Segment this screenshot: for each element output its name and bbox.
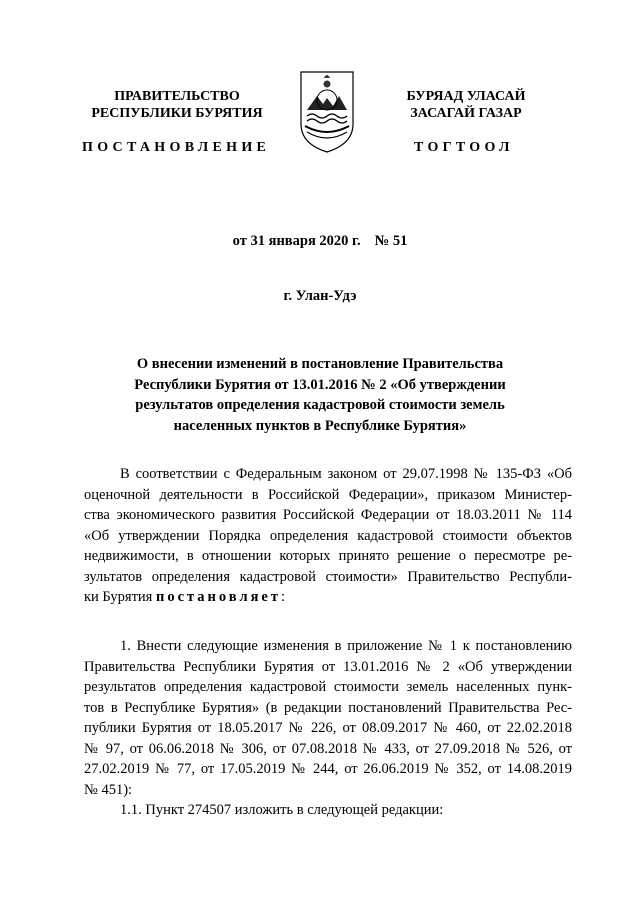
clause-1-paragraph	[84, 636, 572, 821]
text-line: результатов определения кадастровой стоимости земель населенных пунк-	[84, 679, 572, 695]
issuer-name-bua	[376, 88, 556, 122]
issuer-line: ПРАВИТЕЛЬСТВО	[114, 89, 240, 104]
issuer-line: РЕСПУБЛИКИ БУРЯТИЯ	[91, 106, 263, 121]
text-line	[84, 587, 572, 608]
document-number: № 51	[374, 233, 408, 249]
text-line: оценочной деятельности в Российской Федерации», приказом Министер-	[84, 486, 572, 503]
text-line: 27.02.2019 № 77, от 17.05.2019 № 244, от 26.06.2019 № 352, от 14.08.2019	[84, 761, 572, 777]
text-line: ства экономического развития Российской Федерации от 18.03.2011 № 114	[84, 507, 572, 523]
document-title	[60, 354, 580, 436]
document-city: г. Улан-Удэ	[283, 288, 357, 304]
text-line: зультатов определения кадастровой стоимости» Правительство Республи-	[84, 568, 572, 585]
text-line: 1. Внести следующие изменения в приложение № 1 к постановлению	[120, 638, 572, 654]
title-line: Республики Бурятия от 13.01.2016 № 2 «Об утверждении	[134, 376, 506, 393]
text-line: «Об утверждении Порядка определения кадастровой стоимости объектов	[84, 527, 572, 544]
text-fragment: :	[280, 589, 286, 605]
preamble-paragraph	[84, 464, 572, 608]
doc-type-ru: ПОСТАНОВЛЕНИЕ	[82, 140, 271, 155]
date-number-line	[0, 233, 640, 250]
text-line: № 451):	[84, 781, 133, 798]
title-line: О внесении изменений в постановление Правительства	[136, 356, 504, 372]
issuer-line: БУРЯАД УЛАСАЙ	[406, 89, 526, 104]
republic-of-buryatia-coat-of-arms-icon	[297, 66, 357, 154]
text-line: № 97, от 06.06.2018 № 306, от 07.08.2018 № 433, от 27.09.2018 № 526, от	[84, 740, 572, 757]
document-date: от 31 января 2020 г.	[232, 233, 361, 249]
text-fragment: ки Бурятия	[84, 589, 156, 605]
text-line: недвижимости, в отношении которых принято решение о пересмотре ре-	[84, 548, 572, 564]
issuer-name-ru	[82, 88, 272, 122]
resolve-word: постановляет	[155, 589, 281, 605]
title-line: результатов определения кадастровой стоимости земель	[135, 397, 505, 413]
text-line: В соответствии с Федеральным законом от 29.07.1998 № 135-ФЗ «Об	[120, 466, 572, 482]
text-line: 1.1. Пункт 274507 изложить в следующей редакции:	[120, 802, 444, 818]
doc-type-bua: ТОГТООЛ	[414, 140, 514, 155]
issuer-line: ЗАСАГАЙ ГАЗАР	[410, 106, 522, 121]
text-line: Правительства Республики Бурятия от 13.01.2016 № 2 «Об утверждении	[84, 658, 572, 675]
text-line: тов в Республике Бурятия» (в редакции постановлений Правительства Рес-	[84, 699, 572, 716]
text-line: публики Бурятия от 18.05.2017 № 226, от 08.09.2017 № 460, от 22.02.2018	[84, 720, 572, 736]
title-line: населенных пунктов в Республике Бурятия»	[173, 417, 467, 434]
